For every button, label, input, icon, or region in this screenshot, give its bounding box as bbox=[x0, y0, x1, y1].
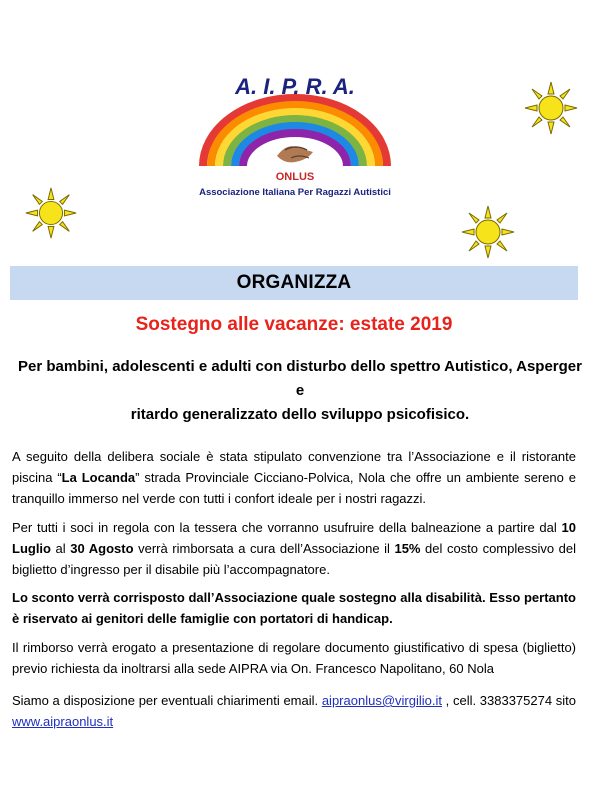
organizza-banner bbox=[10, 266, 578, 300]
sun-icon bbox=[24, 186, 78, 240]
email-link[interactable]: aipraonlus@virgilio.it bbox=[321, 693, 442, 708]
p2-text-4: del costo complessivo del biglietto d’ingresso per il disabile più l’accompagnatore. bbox=[12, 541, 577, 577]
p5-text-1: Siamo a disposizione per eventuali chiarimenti email. bbox=[12, 693, 322, 708]
rainbow-logo bbox=[195, 62, 395, 202]
event-subtitle: Sostegno alle vacanze: estate 2019 bbox=[135, 314, 453, 335]
paragraph-discount: Lo sconto verrà corrisposto dall’Associazione quale sostegno alla disabilità. Esso pertanto è riservato ai genitori delle famiglie con portatori di handicap. bbox=[12, 590, 576, 626]
sun-icon bbox=[523, 80, 579, 136]
p2-text-1: Per tutti i soci in regola con la tessera che vorranno usufruire della balneazione a partire dal bbox=[12, 520, 562, 535]
logo-acronym: A. I. P. R. A. bbox=[235, 74, 355, 99]
website-link[interactable]: www.aipraonlus.it bbox=[12, 714, 114, 729]
paragraph-reimbursement: Il rimborso verrà erogato a presentazione di regolare documento giustificativo di spesa (biglietto) previo richiesta da inoltrarsi alla sede AIPRA via On. Francesco Napolitano, 60 Nola bbox=[12, 640, 576, 676]
p1-text-2: ” strada Provinciale Cicciano-Polvica, Nola che offre un ambiente sereno e tranquillo immerso nel verde con tutti i confort ideale per i nostri ragazzi. bbox=[12, 470, 576, 506]
paragraph-refund bbox=[12, 517, 576, 580]
date-from: 10 Luglio bbox=[12, 520, 576, 556]
refund-percent: 15% bbox=[394, 541, 421, 556]
paragraph-contacts bbox=[12, 690, 576, 732]
target-audience bbox=[12, 355, 588, 427]
sun-icon bbox=[460, 204, 516, 260]
banner-title: ORGANIZZA bbox=[236, 272, 352, 293]
logo-full-name: Associazione Italiana Per Ragazzi Autistici bbox=[199, 187, 391, 198]
p5-text-2: , cell. 3383375274 sito bbox=[441, 693, 576, 708]
logo-onlus: ONLUS bbox=[275, 171, 315, 183]
p2-text-2: al bbox=[51, 541, 71, 556]
lead-line-1: Per bambini, adolescenti e adulti con disturbo dello spettro Autistico, Asperger e bbox=[18, 358, 582, 399]
handshake-icon bbox=[277, 146, 313, 162]
lead-line-2: ritardo generalizzato dello sviluppo psicofisico. bbox=[130, 406, 470, 423]
paragraph-agreement bbox=[12, 446, 576, 509]
date-to: 30 Agosto bbox=[70, 541, 134, 556]
p1-text-1: A seguito della delibera sociale è stata stipulato convenzione tra l’Associazione e il ristorante piscina “ bbox=[12, 449, 576, 485]
venue-name: La Locanda bbox=[61, 470, 136, 485]
aipra-logo bbox=[195, 62, 395, 202]
p2-text-3: verrà rimborsata a cura dell’Associazione il bbox=[133, 541, 395, 556]
